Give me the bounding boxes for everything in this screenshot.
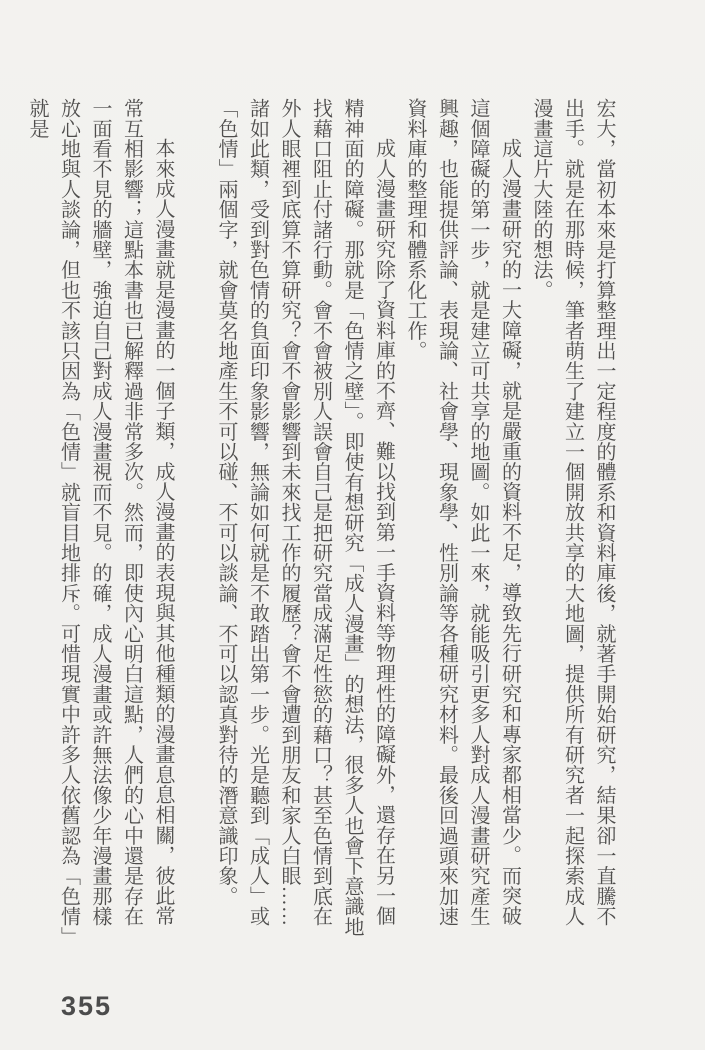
paragraph-wall-of-ero: 成人漫畫研究除了資料庫的不齊、難以找到第一手資料等物理性的障礙外，還存在另一個精神面的障礙。那就是「色情之壁」。即使有想研究「成人漫畫」的想法，很多人也會下意識地找藉口阻止付諸行動。會不會被別人誤會自己是把研究當成滿足性慾的藉口？甚至色情到底在外人眼裡到底算不算研究？會不會影響到未來找工作的履歷？會不會遭到朋友和家人白眼……諸如此類，受到對色情的負面印象影響，無論如何就是不敢踏出第一步。光是聽到「成人」或「色情」兩個字，就會莫名地產生不可以碰、不可以談論、不可以認真對待的潛意識印象。 [215,98,395,937]
vertical-text-block [26,98,619,938]
paragraph-manga-subgenre: 本來成人漫畫就是漫畫的一個子類，成人漫畫的表現與其他種類的漫畫息息相關，彼此常常互相影響；這點本書也已解釋過非常多次。然而，即使內心明白這點，人們的心中還是存在一面看不見的牆壁，強迫自己對成人漫畫視而不見。的確，成人漫畫或許無法像少年漫畫那樣放心地與人談論，但也不該只因為「色情」就盲目地排斥。可惜現實中許多人依舊認為「色情」就是 [26,98,174,937]
page-number: 355 [61,991,113,1021]
paragraph-research-obstacle: 成人漫畫研究的一大障礙，就是嚴重的資料不足，導致先行研究和專家都相當少。而突破這個障礙的第一步，就是建立可共享的地圖。如此一來，就能吸引更多人對成人漫畫研究產生興趣，也能提供評論、表現論、社會學、現象學、性別論等各種研究材料。最後回過頭來加速資料庫的整理和體系化工作。 [404,98,521,927]
paragraph-continuation: 宏大，當初本來是打算整理出一定程度的體系和資料庫後，就著手開始研究，結果卻一直騰不出手。就是在那時候，筆者萌生了建立一個開放共享的大地圖，提供所有研究者一起探索成人漫畫這片大陸的想法。 [530,98,615,927]
